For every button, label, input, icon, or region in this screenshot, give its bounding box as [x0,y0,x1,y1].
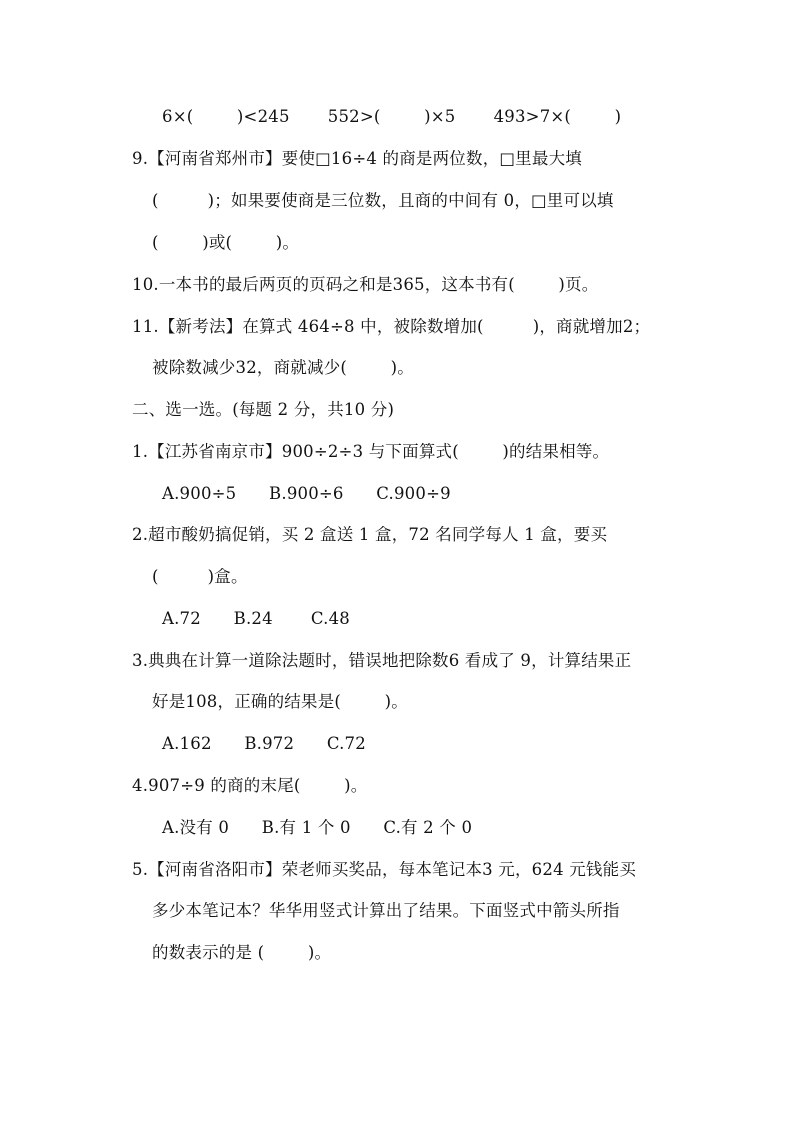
mc-question-5-line-1: 5.【河南省洛阳市】荣老师买奖品，每本笔记本3 元，624 元钱能买 [132,860,637,879]
section-2-heading: 二、选一选。(每题 2 分，共10 分) [132,400,395,419]
mc-question-3-options: A.162 B.972 C.72 [162,734,366,753]
mc-question-4: 4.907÷9 的商的末尾( )。 [132,776,368,795]
mc-question-2-line-1: 2.超市酸奶搞促销，买 2 盒送 1 盒，72 名同学每人 1 盒，要买 [132,525,608,544]
mc-question-5-line-3: 的数表示的是 ( )。 [152,943,332,962]
question-9-line-3: ( )或( )。 [152,233,300,252]
question-11-line-1: 11.【新考法】在算式 464÷8 中，被除数增加( )，商就增加2； [132,317,651,336]
question-9-line-2: ( )；如果要使商是三位数，且商的中间有 0，□里可以填 [152,191,614,210]
mc-question-2-options: A.72 B.24 C.48 [162,609,350,628]
mc-question-1: 1.【江苏省南京市】900÷2÷3 与下面算式( )的结果相等。 [132,442,610,461]
mc-question-2-line-2: ( )盒。 [152,567,248,586]
mc-question-3-line-2: 好是108，正确的结果是( )。 [152,692,408,711]
mc-question-3-line-1: 3.典典在计算一道除法题时，错误地把除数6 看成了 9，计算结果正 [132,651,632,670]
question-11-line-2: 被除数减少32，商就减少( )。 [152,358,414,377]
question-9-line-1: 9.【河南省郑州市】要使□16÷4 的商是两位数，□里最大填 [132,149,582,168]
mc-question-1-options: A.900÷5 B.900÷6 C.900÷9 [162,484,451,503]
inequality-fill-row: 6×( )<245 552>( )×5 493>7×( ) [162,107,622,126]
mc-question-5-line-2: 多少本笔记本？华华用竖式计算出了结果。下面竖式中箭头所指 [152,901,620,920]
question-10: 10.一本书的最后两页的页码之和是365，这本书有( )页。 [132,275,599,294]
mc-question-4-options: A.没有 0 B.有 1 个 0 C.有 2 个 0 [162,818,473,837]
